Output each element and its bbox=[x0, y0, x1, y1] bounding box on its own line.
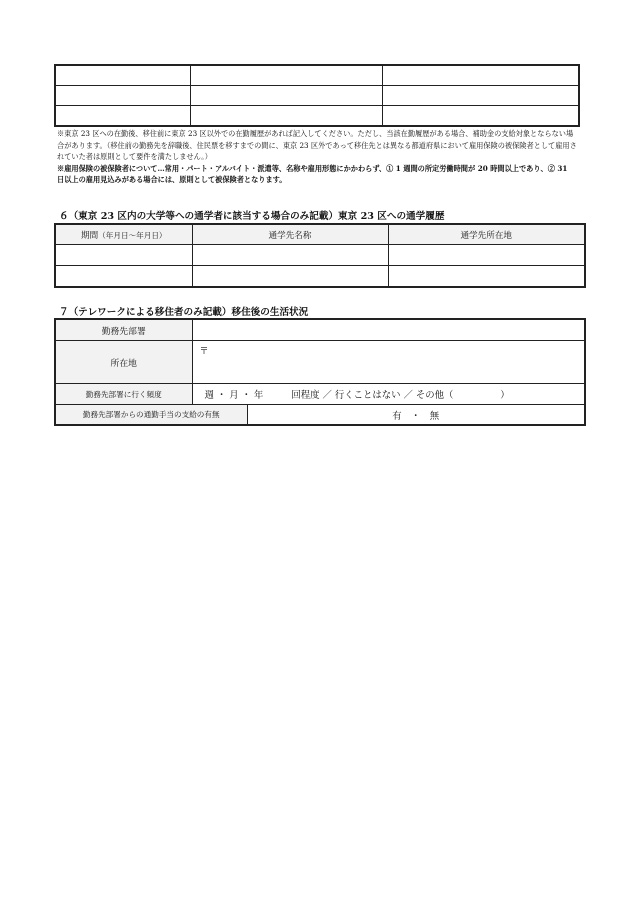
table-cell[interactable] bbox=[382, 86, 579, 106]
table-cell[interactable] bbox=[190, 106, 382, 127]
period-cell[interactable] bbox=[55, 245, 192, 266]
table-row bbox=[55, 245, 585, 266]
table-header-row bbox=[55, 224, 585, 245]
school-location-cell[interactable] bbox=[388, 245, 585, 266]
location-label: 所在地 bbox=[55, 341, 192, 384]
location-input[interactable] bbox=[192, 341, 585, 384]
table-row bbox=[55, 319, 585, 341]
frequency-options[interactable]: 週 ・ 月 ・ 年 回程度 ／ 行くことはない ／ その他（ ） bbox=[192, 384, 585, 405]
school-name-cell[interactable] bbox=[192, 266, 388, 288]
section-7-title: ７（テレワークによる移住者のみ記載）移住後の生活状況 bbox=[59, 307, 309, 318]
table-row bbox=[55, 384, 585, 405]
allowance-label: 勤務先部署からの通勤手当の支給の有無 bbox=[55, 405, 247, 426]
school-location-cell[interactable] bbox=[388, 266, 585, 288]
allowance-options[interactable]: 有 ・ 無 bbox=[247, 405, 585, 426]
dept-label: 勤務先部署 bbox=[55, 319, 192, 341]
table-row bbox=[55, 106, 579, 127]
telework-life-table bbox=[54, 318, 586, 426]
period-header: 期間（年月日～年月日） bbox=[55, 224, 192, 245]
postal-mark: 〒 bbox=[199, 347, 209, 357]
table-cell[interactable] bbox=[382, 65, 579, 86]
school-name-cell[interactable] bbox=[192, 245, 388, 266]
school-history-table bbox=[54, 223, 586, 288]
period-cell[interactable] bbox=[55, 266, 192, 288]
table-cell[interactable] bbox=[382, 106, 579, 127]
school-name-header: 通学先名称 bbox=[192, 224, 388, 245]
table-cell[interactable] bbox=[190, 86, 382, 106]
table-cell[interactable] bbox=[55, 106, 190, 127]
table-row bbox=[55, 65, 579, 86]
table-cell[interactable] bbox=[55, 65, 190, 86]
work-history-table bbox=[54, 64, 580, 127]
table-row bbox=[55, 405, 585, 426]
school-location-header: 通学先所在地 bbox=[388, 224, 585, 245]
notes-block bbox=[57, 128, 577, 186]
section-6-title: ６（東京 23 区内の大学等への通学者に該当する場合のみ記載）東京 23 区への通学履歴 bbox=[59, 211, 445, 222]
dept-input[interactable] bbox=[192, 319, 585, 341]
table-row bbox=[55, 86, 579, 106]
table-row bbox=[55, 341, 585, 384]
note-employment-insurance: ※雇用保険の被保険者について…常用・パート・アルバイト・派遣等、名称や雇用形態にかかわらず、① 1 週間の所定労働時間が 20 時間以上であり、② 31 日以上の雇用見込みがある場合には、原則として被保険者となります。 bbox=[57, 163, 568, 184]
frequency-label: 勤務先部署に行く頻度 bbox=[55, 384, 192, 405]
note-work-history: ※東京 23 区への在勤後、移住前に東京 23 区以外での在勤履歴があれば記入してください。ただし、当該在勤履歴がある場合、補助金の支給対象とならない場合があります。（移住前の勤務先を辞職後、住民票を移すまでの間に、東京 23 区外であって移住先とは異なる都道府県において雇用保険の被保険者として雇用されていた者は原則として要件を満たしません。） bbox=[57, 129, 577, 161]
table-cell[interactable] bbox=[190, 65, 382, 86]
table-row bbox=[55, 266, 585, 288]
table-cell[interactable] bbox=[55, 86, 190, 106]
